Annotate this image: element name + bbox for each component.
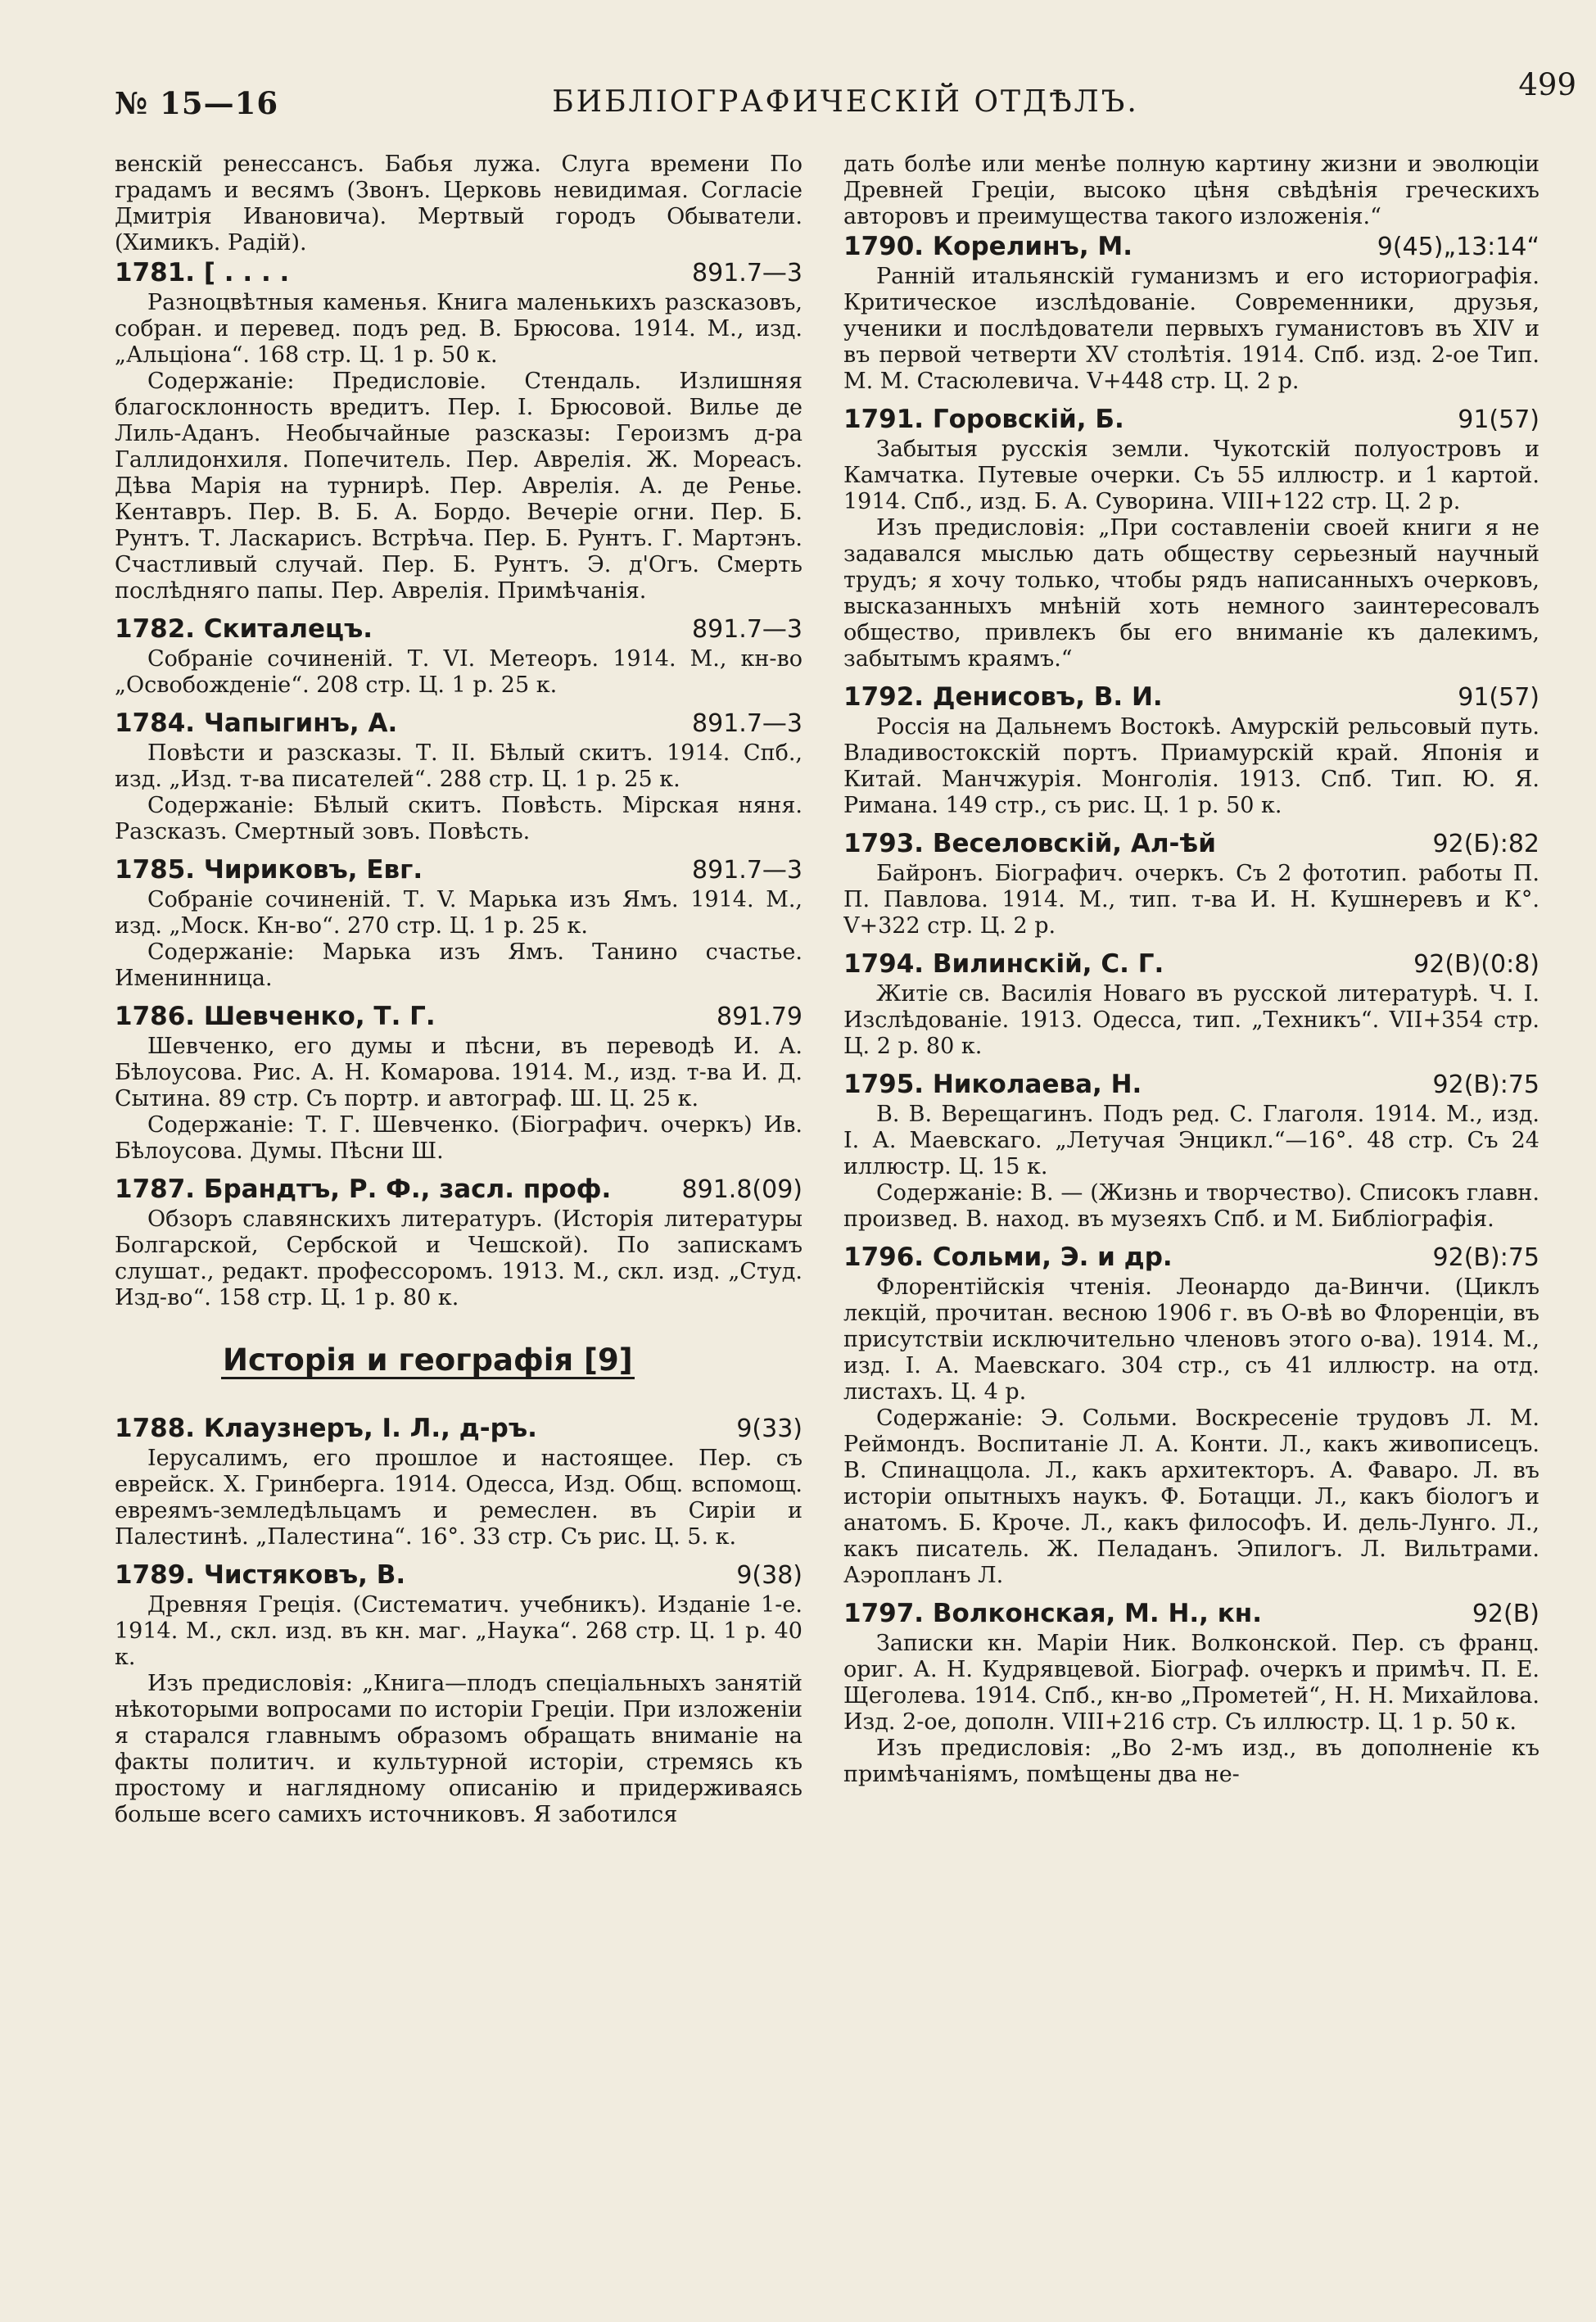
entry-heading	[115, 256, 803, 290]
entry-description: Собранiе сочиненiй. Т. V. Марька изъ Ямъ. 1914. М., изд. „Моск. Кн-во“. 270 стр. Ц. 1 р. 25 к.	[115, 887, 803, 939]
bibliography-entry	[115, 256, 803, 604]
bibliography-entry	[843, 948, 1539, 1060]
entry-contents: Содержанiе: Бѣлый скитъ. Повѣсть. Мiрская няня. Разсказъ. Смертный зовъ. Повѣсть.	[115, 793, 803, 844]
bibliography-entry	[115, 1000, 803, 1165]
entry-description: Древняя Грецiя. (Систематич. учебникъ). Изданiе 1-е. 1914. М., скл. изд. въ кн. маг. „Наука“. 268 стр. Ц. 1 р. 40 к.	[115, 1592, 803, 1670]
entry-heading	[843, 403, 1539, 437]
entry-description: Россiя на Дальнемъ Востокѣ. Амурскiй рельсовый путь. Владивостокскiй портъ. Приамурскiй край. Японiя и Китай. Манчжурiя. Монголiя. 1913. Спб. Тип. Ю. Я. Римана. 149 стр., съ рис. Ц. 1 р. 50 к.	[843, 714, 1539, 818]
classification-code: 91(57)	[1458, 683, 1539, 712]
bibliography-entry	[115, 1559, 803, 1828]
entry-body	[843, 981, 1539, 1060]
entry-contents: Изъ предисловiя: „Книга—плодъ спецiальныхъ занятiй нѣкоторыми вопросами по исторiи Грецiи. При изложенiи я старался главнымъ образомъ обращать вниманiе на факты политич. и культурной исторiи, стремясь къ простому и наглядному описанiю и придерживаясь больше всего самихъ источниковъ. Я заботился	[115, 1671, 803, 1827]
bibliography-entry	[843, 230, 1539, 395]
entry-description: Байронъ. Бiографич. очеркъ. Съ 2 фототип. работы П. П. Павлова. 1914. М., тип. т-ва И. Н. Кушнеревъ и К°. V+322 стр. Ц. 2 р.	[843, 861, 1539, 939]
entry-number-author: 1790. Корелинъ, М.	[843, 232, 1133, 261]
bibliography-entry	[115, 1173, 803, 1311]
entry-description: Забытыя русскiя земли. Чукотскiй полуостровъ и Камчатка. Путевые очерки. Съ 55 иллюстр. и 1 картой. 1914. Спб., изд. Б. А. Суворина. VIII+122 стр. Ц. 2 р.	[843, 437, 1539, 514]
entry-description: Обзоръ славянскихъ литературъ. (Исторiя литературы Болгарской, Сербской и Чешской). По запискамъ слушат., редакт. профессоромъ. 1913. М., скл. изд. „Студ. Изд-во“. 158 стр. Ц. 1 р. 80 к.	[115, 1206, 803, 1310]
intro-text: венскiй ренессансъ. Бабья лужа. Слуга времени По градамъ и весямъ (Звонъ. Церковь невидимая. Согласiе Дмитрiя Ивановича). Мертвый городъ Обыватели. (Химикъ. Радiй).	[115, 152, 803, 256]
entry-number-author: 1792. Денисовъ, В. И.	[843, 682, 1163, 712]
right-entries	[843, 230, 1539, 1788]
classification-code: 9(38)	[736, 1561, 803, 1590]
section-heading-wrap	[115, 1319, 803, 1412]
entry-description: В. В. Верещагинъ. Подъ ред. С. Глаголя. 1914. М., изд. I. А. Маевскаго. „Летучая Энцикл.“—16°. 48 стр. Съ 24 иллюстр. Ц. 15 к.	[843, 1102, 1539, 1179]
entry-heading	[115, 1173, 803, 1206]
entry-heading	[843, 230, 1539, 264]
bibliography-entry	[115, 707, 803, 845]
bibliography-entry	[843, 1068, 1539, 1233]
classification-code: 92(В):75	[1432, 1070, 1539, 1099]
entry-description: Повѣсти и разсказы. Т. II. Бѣлый скитъ. 1914. Спб., изд. „Изд. т-ва писателей“. 288 стр. Ц. 1 р. 25 к.	[115, 740, 803, 792]
entry-description: Житiе св. Василiя Новаго въ русской литературѣ. Ч. I. Изслѣдованiе. 1913. Одесса, тип. „Техникъ“. VII+354 стр. Ц. 2 р. 80 к.	[843, 981, 1539, 1059]
intro-text: дать болѣе или менѣе полную картину жизни и эволюцiи Древней Грецiи, высоко цѣня свѣдѣнiя греческихъ авторовъ и преимущества такого изложенiя.“	[843, 152, 1539, 229]
classification-code: 891.8(09)	[681, 1175, 803, 1204]
entry-body	[115, 1446, 803, 1550]
entry-body	[843, 437, 1539, 672]
classification-code: 891.7—3	[692, 259, 803, 287]
entry-contents: Содержанiе: Т. Г. Шевченко. (Бiографич. очеркъ) Ив. Бѣлоусова. Думы. Пѣсни Ш.	[115, 1112, 803, 1164]
entry-number-author: 1795. Николаева, Н.	[843, 1070, 1142, 1099]
classification-code: 92(В)(0:8)	[1413, 950, 1539, 979]
entry-number-author: 1785. Чириковъ, Евг.	[115, 855, 423, 885]
entry-number-author: 1796. Сольми, Э. и др.	[843, 1242, 1173, 1272]
entry-body	[843, 264, 1539, 395]
classification-code: 92(В)	[1472, 1600, 1539, 1628]
entry-description: Собранiе сочиненiй. Т. VI. Метеоръ. 1914. М., кн-во „Освобожденiе“. 208 стр. Ц. 1 р. 25 к.	[115, 646, 803, 698]
entry-number-author: 1781. [ . . . .	[115, 258, 290, 287]
entry-heading	[843, 827, 1539, 861]
classification-code: 891.7—3	[692, 615, 803, 644]
entry-description: Iерусалимъ, его прошлое и настоящее. Пер. съ еврейск. Х. Гринберга. 1914. Одесса, Изд. Общ. вспомощ. евреямъ-земледѣльцамъ и ремеслен. въ Сирiи и Палестинѣ. „Палестина“. 16°. 33 стр. Съ рис. Ц. 5. к.	[115, 1446, 803, 1550]
entry-heading	[843, 1597, 1539, 1631]
entry-contents: Изъ предисловiя: „Во 2-мъ изд., въ дополненiе къ примѣчанiямъ, помѣщены два не-	[843, 1736, 1539, 1787]
bibliography-entry	[843, 827, 1539, 939]
entry-number-author: 1784. Чапыгинъ, А.	[115, 708, 398, 738]
entry-heading	[115, 853, 803, 887]
entry-body	[115, 1592, 803, 1828]
entry-number-author: 1786. Шевченко, Т. Г.	[115, 1002, 436, 1031]
right-intro	[843, 152, 1539, 230]
entry-body	[843, 1631, 1539, 1788]
entry-number-author: 1782. Скиталецъ.	[115, 614, 373, 644]
entry-number-author: 1793. Веселовскiй, Ал-ѣй	[843, 829, 1216, 858]
classification-code: 891.79	[717, 1003, 803, 1031]
entry-heading	[843, 948, 1539, 981]
entry-contents: Содержанiе: Марька изъ Ямъ. Танино счастье. Именинница.	[115, 939, 803, 991]
classification-code: 91(57)	[1458, 405, 1539, 434]
classification-code: 9(45)„13:14“	[1377, 233, 1539, 261]
entry-body	[115, 646, 803, 699]
bibliography-entry	[843, 681, 1539, 819]
entry-number-author: 1787. Брандтъ, Р. Ф., засл. проф.	[115, 1175, 612, 1204]
entry-description: Записки кн. Марiи Ник. Волконской. Пер. съ франц. ориг. А. Н. Кудрявцевой. Бiограф. очеркъ и примѣч. П. Е. Щеголева. 1914. Спб., кн-во „Прометей“, Н. Н. Михайлова. Изд. 2-ое, дополн. VIII+216 стр. Съ иллюстр. Ц. 1 р. 50 к.	[843, 1631, 1539, 1735]
entry-contents: Изъ предисловiя: „При составленiи своей книги я не задавался мыслью дать обществу серьезный научный трудъ; я хочу только, чтобы рядъ написанныхъ очерковъ, высказанныхъ мнѣнiй хоть немного заинтересовалъ общество, привлекъ бы его вниманiе къ далекимъ, забытымъ краямъ.“	[843, 515, 1539, 672]
left-column	[115, 152, 803, 2297]
entry-body	[843, 861, 1539, 939]
entry-heading	[843, 1241, 1539, 1274]
classification-code: 92(Б):82	[1432, 830, 1539, 858]
entry-body	[843, 714, 1539, 819]
page-number: 499	[1518, 67, 1576, 102]
entry-body	[115, 290, 803, 604]
entry-body	[115, 1206, 803, 1311]
classification-code: 92(В):75	[1432, 1243, 1539, 1272]
bibliography-entry	[843, 1597, 1539, 1788]
issue-number: № 15—16	[115, 85, 279, 121]
entry-number-author: 1797. Волконская, М. Н., кн.	[843, 1599, 1262, 1628]
entry-contents: Содержанiе: Э. Сольми. Воскресенiе трудовъ Л. М. Реймондъ. Воспитанiе Л. А. Конти. Л., какъ живописецъ. В. Спинаццола. Л., какъ архитекторъ. А. Фаваро. Л. въ исторiи опытныхъ наукъ. Ф. Ботацци. Л., какъ бiологъ и анатомъ. Б. Кроче. Л., какъ философъ. И. дель-Лунго. Л., какъ писатель. Ж. Пеладанъ. Эпилогъ. Л. Вильтрами. Аэропланъ Л.	[843, 1405, 1539, 1588]
classification-code: 891.7—3	[692, 709, 803, 738]
left-intro	[115, 152, 803, 256]
entry-description: Разноцвѣтныя каменья. Книга маленькихъ разсказовъ, собран. и перевед. подъ ред. В. Брюсова. 1914. М., изд. „Альцiона“. 168 стр. Ц. 1 р. 50 к.	[115, 290, 803, 368]
entry-number-author: 1791. Горовскiй, Б.	[843, 405, 1124, 434]
entry-description: Флорентiйскiя чтенiя. Леонардо да-Винчи. (Циклъ лекцiй, прочитан. весною 1906 г. въ О-вѣ во Флоренцiи, въ присутствiи исключительно членовъ этого о-ва). 1914. М., изд. I. А. Маевскаго. 304 стр., съ 41 иллюстр. на отд. листахъ. Ц. 4 р.	[843, 1274, 1539, 1405]
classification-code: 9(33)	[736, 1414, 803, 1443]
bibliography-entry	[115, 1412, 803, 1550]
bibliography-entry	[843, 1241, 1539, 1589]
left-entries-after	[115, 1412, 803, 1828]
entry-heading	[115, 613, 803, 646]
entry-heading	[115, 1412, 803, 1446]
bibliography-entry	[115, 853, 803, 992]
entry-body	[843, 1102, 1539, 1233]
entry-heading	[843, 1068, 1539, 1102]
entry-number-author: 1789. Чистяковъ, В.	[115, 1560, 406, 1590]
entry-body	[115, 887, 803, 992]
bibliography-entry	[843, 403, 1539, 672]
entry-number-author: 1788. Клаузнеръ, I. Л., д-ръ.	[115, 1414, 537, 1443]
left-entries	[115, 256, 803, 1311]
entry-number-author: 1794. Вилинскiй, С. Г.	[843, 949, 1164, 979]
entry-heading	[115, 1559, 803, 1592]
entry-description: Раннiй итальянскiй гуманизмъ и его историографiя. Критическое изслѣдованiе. Современники, друзья, ученики и послѣдователи первыхъ гуманистовъ въ XIV и въ первой четверти XV столѣтiя. 1914. Спб. изд. 2-ое Тип. М. М. Стасюлевича. V+448 стр. Ц. 2 р.	[843, 264, 1539, 394]
entry-body	[115, 1034, 803, 1165]
page-header	[115, 67, 1576, 133]
entry-contents: Содержанiе: Предисловiе. Стендаль. Излишняя благосклонность вредитъ. Пер. I. Брюсовой. Вилье де Лиль-Аданъ. Необычайные разсказы: Героизмъ д-ра Галлидонхиля. Попечитель. Пер. Аврелiя. Ж. Мореасъ. Дѣва Марiя на турнирѣ. Пер. Аврелiя. А. де Ренье. Кентавръ. Пер. В. Б. А. Бордо. Вечерiе огни. Пер. Б. Рунтъ. Т. Ласкарисъ. Встрѣча. Пер. Б. Рунтъ. Г. Мартэнъ. Счастливый случай. Пер. Б. Рунтъ. Э. д'Огъ. Смерть послѣдняго папы. Пер. Аврелiя. Примѣчанiя.	[115, 369, 803, 604]
entry-heading	[115, 707, 803, 740]
entry-heading	[115, 1000, 803, 1034]
entry-contents: Содержанiе: В. — (Жизнь и творчество). Списокъ главн. произвед. В. наход. въ музеяхъ Спб. и М. Библiографiя.	[843, 1180, 1539, 1232]
entry-body	[843, 1274, 1539, 1589]
bibliography-entry	[115, 613, 803, 699]
section-heading: Исторiя и географiя [9]	[223, 1342, 633, 1378]
entry-heading	[843, 681, 1539, 714]
classification-code: 891.7—3	[692, 856, 803, 885]
entry-description: Шевченко, его думы и пѣсни, въ переводѣ И. А. Бѣлоусова. Рис. А. Н. Комарова. 1914. М., изд. т-ва И. Д. Сытина. 89 стр. Съ портр. и автограф. Ш. Ц. 25 к.	[115, 1034, 803, 1111]
right-column	[843, 152, 1539, 2297]
running-title: БИБЛIОГРАФИЧЕСКIЙ ОТДѢЛЪ.	[552, 85, 1139, 119]
entry-body	[115, 740, 803, 845]
